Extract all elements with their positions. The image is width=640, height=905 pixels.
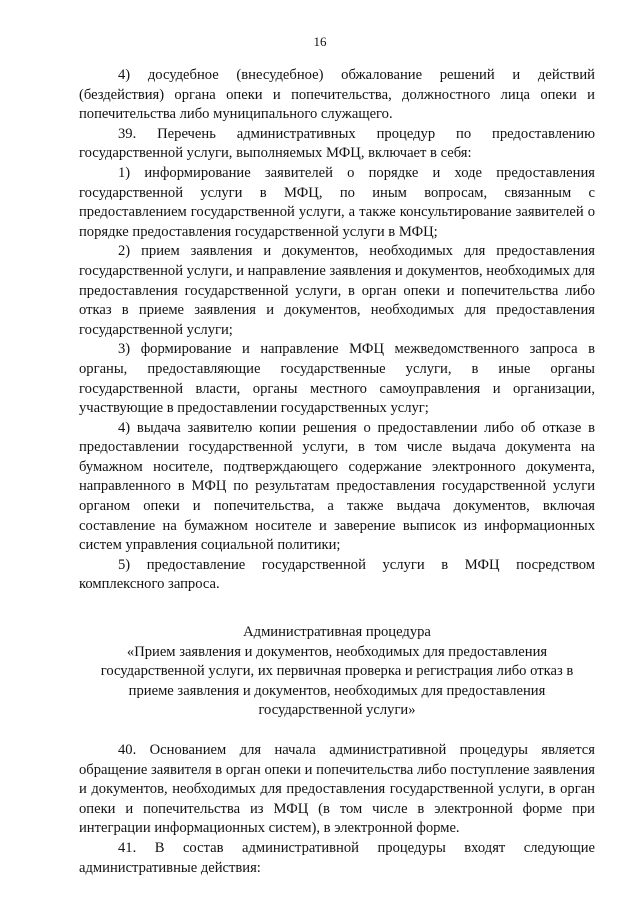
paragraph-41: 41. В состав административной процедуры входят следующие административные действия: — [79, 839, 595, 876]
paragraph-item-4-appeal: 4) досудебное (внесудебное) обжалование решений и действий (бездействия) органа опеки и попечительства, должностного лица опеки и попечительства либо муниципального служащего. — [79, 67, 595, 123]
paragraph-item-2-reception: 2) прием заявления и документов, необходимых для предоставления государственной услуги, и направление заявления и документов, необходимых для предоставления государственной услуги, в орган опеки и попечительства либо отказ в приеме заявления и документов, необходимых для предоставления государственной услуги; — [79, 243, 595, 338]
section-heading-title: Административная процедура — [243, 624, 431, 641]
spacer — [79, 595, 595, 623]
paragraph-item-5-complex-request: 5) предоставление государственной услуги в МФЦ посредством комплексного запроса. — [79, 556, 595, 593]
section-heading-name: «Прием заявления и документов, необходимых для предоставления государственной услуги, их первичная проверка и регистрация либо отказ в приеме заявления и документов, необходимых для предоставления государственной услуги» — [100, 643, 574, 719]
spacer — [79, 721, 595, 741]
page-number: 16 — [313, 34, 327, 49]
document-body — [79, 66, 595, 878]
paragraph-39: 39. Перечень административных процедур по предоставлению государственной услуги, выполняемых МФЦ, включает в себя: — [79, 125, 595, 162]
paragraph-item-3-interagency-request: 3) формирование и направление МФЦ межведомственного запроса в органы, предоставляющие государственные услуги, в иные органы государственной власти, органы местного самоуправления и организации, участвующие в предоставлении государственных услуг; — [79, 341, 595, 417]
paragraph-item-1-informing: 1) информирование заявителей о порядке и ходе предоставления государственной услуги в МФЦ, по иным вопросам, связанным с предоставлением государственной услуги, а также консультирование заявителей о порядке предоставления государственной услуги в МФЦ; — [79, 164, 595, 240]
paragraph-item-4-issuance: 4) выдача заявителю копии решения о предоставлении либо об отказе в предоставлении государственной услуги, в том числе выдача документа на бумажном носителе, подтверждающего содержание электронного документа, направленного в МФЦ по результатам предоставления государственной услуги органом опеки и попечительства, а также выдача документов, включая составление на бумажном носителе и заверение выписок из информационных систем управления социальной политики; — [79, 419, 595, 554]
paragraph-40: 40. Основанием для начала административной процедуры является обращение заявителя в орган опеки и попечительства либо поступление заявления и документов, необходимых для предоставления государственной услуги, в орган опеки и попечительства из МФЦ (в том числе в электронной форме при интеграции информационных систем), в электронной форме. — [79, 742, 595, 837]
